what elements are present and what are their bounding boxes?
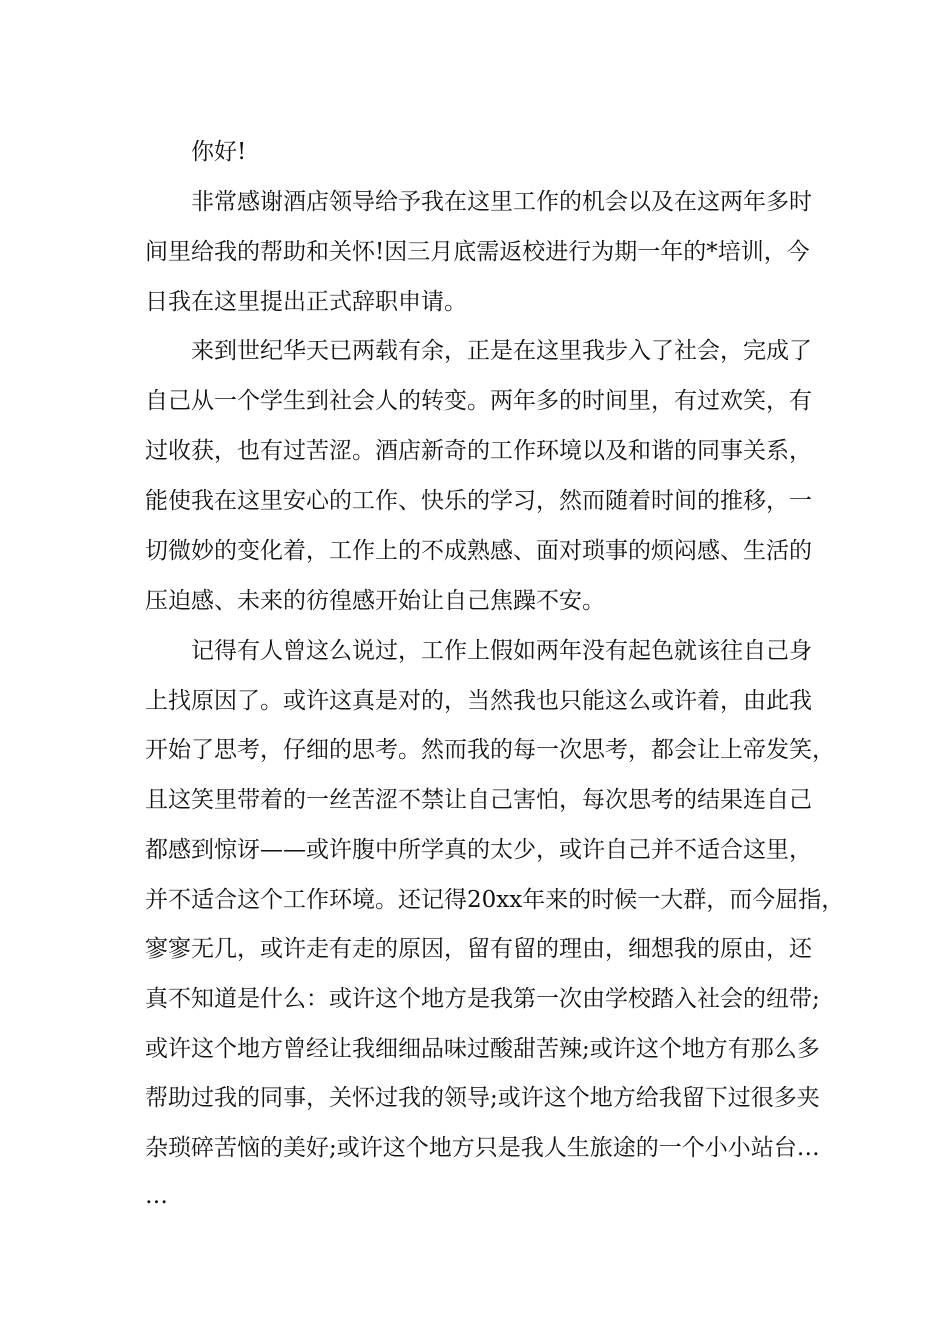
paragraph-2-line-6: 压迫感、未来的彷徨感开始让自己焦躁不安。 <box>145 588 605 614</box>
greeting-line: 你好! <box>191 139 247 165</box>
paragraph-3-line-6: 并不适合这个工作环境。还记得20xx年来的时候一大群，而今屈指， <box>145 887 845 913</box>
paragraph-3-line-9: 或许这个地方曾经让我细细品味过酸甜苦辣;或许这个地方有那么多 <box>145 1036 820 1062</box>
paragraph-2-line-2: 自己从一个学生到社会人的转变。两年多的时间里，有过欢笑，有 <box>145 388 812 414</box>
paragraph-2-line-4: 能使我在这里安心的工作、快乐的学习，然而随着时间的推移，一 <box>145 488 812 514</box>
paragraph-3-line-7: 寥寥无几，或许走有走的原因，留有留的理由，细想我的原由，还 <box>145 936 812 962</box>
paragraph-1-line-1: 非常感谢酒店领导给予我在这里工作的机会以及在这两年多时 <box>191 189 812 215</box>
paragraph-3-line-8: 真不知道是什么：或许这个地方是我第一次由学校踏入社会的纽带; <box>145 986 820 1012</box>
paragraph-2-line-5: 切微妙的变化着，工作上的不成熟感、面对琐事的烦闷感、生活的 <box>145 538 812 564</box>
paragraph-2-line-1: 来到世纪华天已两载有余，正是在这里我步入了社会，完成了 <box>191 338 812 364</box>
paragraph-2-line-3: 过收获，也有过苦涩。酒店新奇的工作环境以及和谐的同事关系， <box>145 438 812 464</box>
paragraph-3-line-2: 上找原因了。或许这真是对的，当然我也只能这么或许着，由此我 <box>145 688 812 714</box>
paragraph-1-line-3: 日我在这里提出正式辞职申请。 <box>145 289 467 315</box>
paragraph-3-line-12: … <box>145 1183 168 1209</box>
paragraph-3-line-11: 杂琐碎苦恼的美好;或许这个地方只是我人生旅途的一个小小站台… <box>145 1135 820 1161</box>
paragraph-3-line-4: 且这笑里带着的一丝苦涩不禁让自己害怕，每次思考的结果连自己 <box>145 787 812 813</box>
paragraph-3-line-10: 帮助过我的同事，关怀过我的领导;或许这个地方给我留下过很多夹 <box>145 1085 820 1111</box>
paragraph-3-line-5: 都感到惊讶——或许腹中所学真的太少，或许自己并不适合这里， <box>145 837 812 863</box>
paragraph-3-line-3: 开始了思考，仔细的思考。然而我的每一次思考，都会让上帝发笑， <box>145 737 835 763</box>
paragraph-1-line-2: 间里给我的帮助和关怀!因三月底需返校进行为期一年的*培训，今 <box>145 239 810 265</box>
paragraph-3-line-1: 记得有人曾这么说过，工作上假如两年没有起色就该往自己身 <box>191 638 812 664</box>
